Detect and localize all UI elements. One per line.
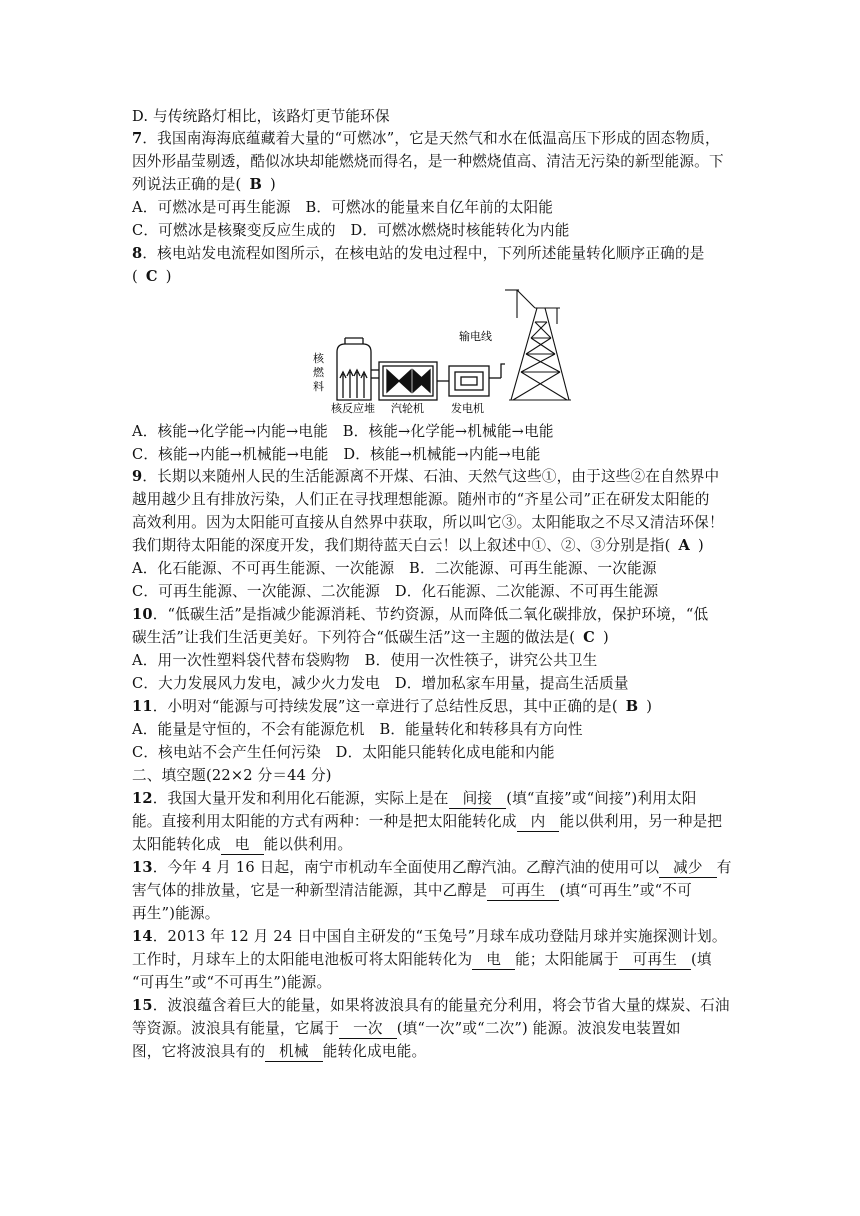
reactor-icon	[337, 338, 379, 400]
q7-line3: 列说法正确的是( B )	[132, 174, 276, 196]
q12-line1: 12．我国大量开发和利用化石能源，实际上是在 间接 (填“直接”或“间接”)利用太阳	[132, 790, 697, 807]
q9-line4: 我们期待太阳能的深度开发，我们期待蓝天白云！以上叙述中①、②、③分别是指( A )	[132, 535, 704, 557]
generator-label: 发电机	[451, 402, 484, 415]
q12-blank-2: 内	[517, 813, 560, 832]
q11-answer: B	[625, 698, 639, 715]
generator-icon	[449, 364, 505, 396]
q14-blank-2: 可再生	[619, 951, 691, 970]
q15-blank-1: 一次	[339, 1020, 397, 1039]
reactor-label: 核反应堆	[331, 402, 375, 415]
q11-line1: 11．小明对“能源与可持续发展”这一章进行了总结性反思，其中正确的是( B )	[132, 696, 652, 718]
q8-line2: ( C )	[132, 266, 172, 288]
option-d-prev: D. 与传统路灯相比，该路灯更节能环保	[132, 108, 390, 125]
fuel-label-1: 核	[313, 352, 324, 365]
q13-line3: 再生”)能源。	[132, 905, 220, 922]
q9-line1: 9．长期以来随州人民的生活能源离不开煤、石油、天然气这些①，由于这些②在自然界中	[132, 468, 720, 485]
fuel-label-3: 料	[313, 380, 324, 393]
q13-blank-2: 可再生	[487, 882, 559, 901]
q10-line2: 碳生活”让我们生活更美好。下列符合“低碳生活”这一主题的做法是( C )	[132, 627, 609, 649]
q8-options-ab: A．核能→化学能→内能→电能 B．核能→化学能→机械能→电能	[132, 423, 554, 440]
q15-blank-2: 机械	[265, 1043, 323, 1062]
q12-line2: 能。直接利用太阳能的方式有两种：一种是把太阳能转化成 内 能以供利用，另一种是把	[132, 813, 723, 830]
q7-line2: 因外形晶莹剔透，酷似冰块却能燃烧而得名，是一种燃烧值高、清洁无污染的新型能源。下	[132, 153, 724, 170]
nuclear-plant-diagram	[305, 288, 575, 418]
q12-blank-3: 电	[221, 836, 264, 855]
q9-line3: 高效利用。因为太阳能可直接从自然界中获取，所以叫它③。太阳能取之不尽又清洁环保！	[132, 514, 724, 531]
q12-line3: 太阳能转化成 电 能以供利用。	[132, 836, 353, 853]
q8-options-cd: C．核能→内能→机械能→电能 D．核能→机械能→内能→电能	[132, 446, 541, 463]
power-line-label: 输电线	[459, 330, 492, 343]
q14-line3: “可再生”或“不可再生”)能源。	[132, 974, 332, 991]
q13-line2: 害气体的排放量，它是一种新型清洁能源，其中乙醇是 可再生 (填“可再生”或“不可	[132, 882, 692, 899]
q9-options-ab: A．化石能源、不可再生能源、一次能源 B．二次能源、可再生能源、一次能源	[132, 560, 657, 577]
q9-answer: A	[678, 537, 691, 554]
q14-line1: 14．2013 年 12 月 24 日中国自主研发的“玉兔号”月球车成功登陆月球并实施探测计划。	[132, 928, 727, 945]
q7-options-cd: C．可燃冰是核聚变反应生成的 D．可燃冰燃烧时核能转化为内能	[132, 222, 570, 239]
q15-line3: 图，它将波浪具有的 机械 能转化成电能。	[132, 1043, 427, 1060]
q15-line1: 15．波浪蕴含着巨大的能量，如果将波浪具有的能量充分利用，将会节省大量的煤炭、石油	[132, 997, 730, 1014]
turbine-label: 汽轮机	[391, 402, 424, 415]
q7-options-ab: A．可燃冰是可再生能源 B．可燃冰的能量来自亿年前的太阳能	[132, 199, 554, 216]
section-2-heading: 二、填空题(22×2 分＝44 分)	[132, 767, 332, 784]
q9-options-cd: C．可再生能源、一次能源、二次能源 D．化石能源、二次能源、不可再生能源	[132, 583, 659, 600]
q14-line2: 工作时，月球车上的太阳能电池板可将太阳能转化为 电 能；太阳能属于 可再生 (填	[132, 951, 712, 968]
q10-options-ab: A．用一次性塑料袋代替布袋购物 B．使用一次性筷子，讲究公共卫生	[132, 652, 598, 669]
tower-icon	[505, 290, 571, 400]
q7-line1: 7．我国南海海底蕴藏着大量的“可燃冰”，它是天然气和水在低温高压下形成的固态物质，	[132, 130, 720, 147]
q11-options-ab: A．能量是守恒的，不会有能源危机 B．能量转化和转移具有方向性	[132, 721, 583, 738]
q11-options-cd: C．核电站不会产生任何污染 D．太阳能只能转化成电能和内能	[132, 744, 555, 761]
q10-answer: C	[583, 629, 595, 646]
q9-line2: 越用越少且有排放污染，人们正在寻找理想能源。随州市的“齐星公司”正在研发太阳能的	[132, 491, 710, 508]
q10-line1: 10．“低碳生活”是指减少能源消耗、节约资源，从而降低二氧化碳排放，保护环境，“低	[132, 606, 709, 623]
q12-blank-1: 间接	[449, 790, 507, 809]
q10-options-cd: C．大力发展风力发电，减少火力发电 D．增加私家车用量，提高生活质量	[132, 675, 629, 692]
q13-blank-1: 减少	[659, 859, 717, 878]
fuel-label-2: 燃	[313, 366, 324, 379]
q8-line1: 8．核电站发电流程如图所示，在核电站的发电过程中，下列所述能量转化顺序正确的是	[132, 245, 705, 262]
q7-answer: B	[249, 176, 262, 193]
q15-line2: 等资源。波浪具有能量，它属于 一次 (填“一次”或“二次”) 能源。波浪发电装置如	[132, 1020, 681, 1037]
q13-line1: 13．今年 4 月 16 日起，南宁市机动车全面使用乙醇汽油。乙醇汽油的使用可以 减少 有	[132, 859, 732, 876]
turbine-icon	[379, 362, 449, 400]
q14-blank-1: 电	[472, 951, 515, 970]
q8-answer: C	[145, 268, 158, 285]
